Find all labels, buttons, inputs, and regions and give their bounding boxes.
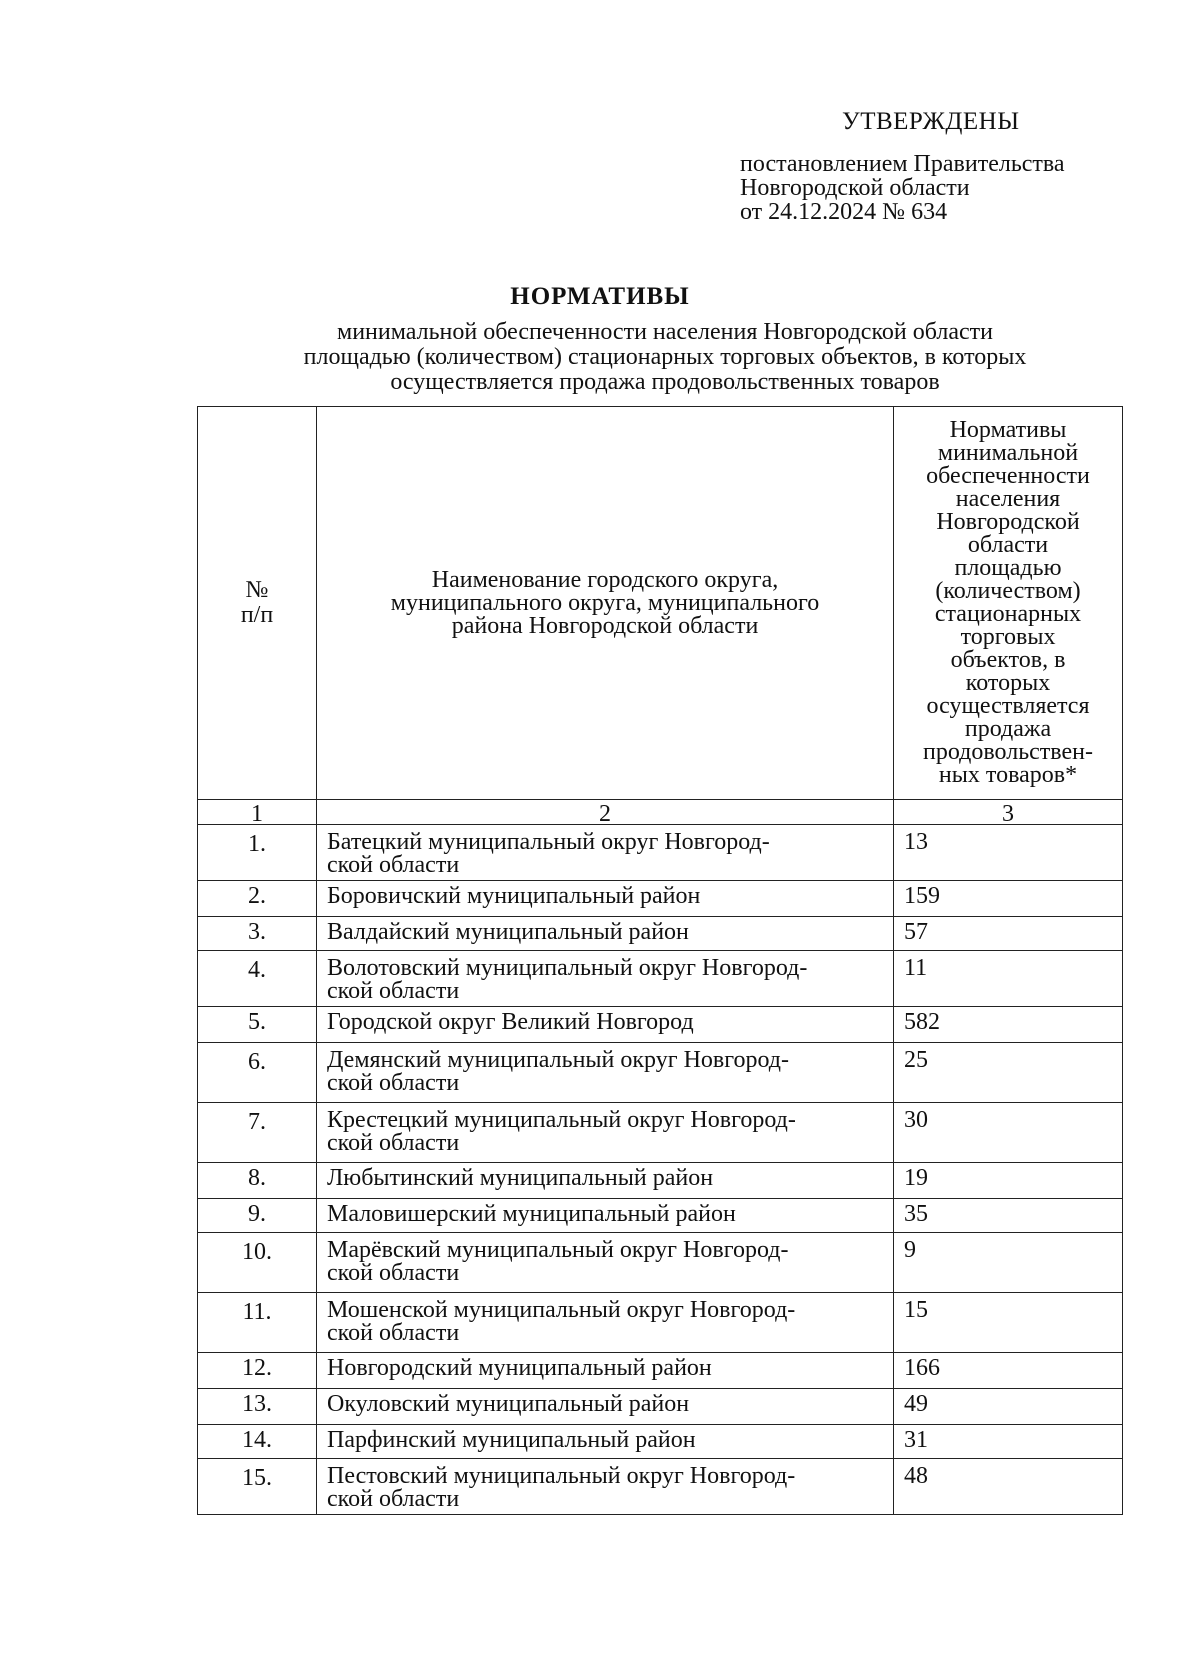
row-norm-value: 31: [894, 1425, 1123, 1459]
header-norm-line: минимальной: [937, 440, 1079, 466]
header-norm-line: области: [967, 532, 1049, 558]
row-district-name: [317, 825, 894, 881]
district-name-line: Валдайский муниципальный район: [327, 919, 689, 945]
table-row: [198, 1353, 1123, 1389]
row-district-name: [317, 951, 894, 1007]
row-district-name: [317, 1199, 894, 1233]
row-district-name: [317, 1103, 894, 1163]
district-name-line: Крестецкий муниципальный округ Новгород-: [327, 1107, 796, 1133]
row-district-name: [317, 1007, 894, 1043]
row-norm-value: 166: [894, 1353, 1123, 1389]
header-norm-line: ных товаров*: [938, 762, 1078, 788]
district-name-line: ской области: [327, 1070, 460, 1096]
table-row: [198, 1389, 1123, 1425]
row-number: 12.: [198, 1353, 317, 1389]
header-norm-line: осуществляется: [926, 693, 1090, 719]
row-district-name: [317, 1389, 894, 1425]
header-norm-cell: [894, 407, 1123, 800]
district-name-line: Боровичский муниципальный район: [327, 883, 701, 909]
header-norm-line: Нормативы: [949, 417, 1067, 443]
subtitle-line: минимальной обеспеченности населения Новгородской области: [337, 319, 993, 345]
district-name-line: ской области: [327, 1486, 460, 1512]
column-number: 2: [317, 800, 894, 825]
row-district-name: [317, 881, 894, 917]
table-row: [198, 951, 1123, 1007]
row-number: 4.: [198, 951, 317, 1007]
header-norm-line: стационарных: [934, 601, 1082, 627]
district-name-line: ской области: [327, 1260, 460, 1286]
row-district-name: [317, 1233, 894, 1293]
district-name-line: Городской округ Великий Новгород: [327, 1009, 694, 1035]
row-district-name: [317, 1043, 894, 1103]
district-name-line: Батецкий муниципальный округ Новгород-: [327, 829, 770, 855]
row-number: 3.: [198, 917, 317, 951]
row-district-name: [317, 1163, 894, 1199]
table-row: [198, 1459, 1123, 1515]
row-number: 14.: [198, 1425, 317, 1459]
row-district-name: [317, 1293, 894, 1353]
row-norm-value: 30: [894, 1103, 1123, 1163]
row-number: 11.: [198, 1293, 317, 1353]
district-name-line: Демянский муниципальный округ Новгород-: [327, 1047, 789, 1073]
district-name-line: Марёвский муниципальный округ Новгород-: [327, 1237, 789, 1263]
district-name-line: Окуловский муниципальный район: [327, 1391, 690, 1417]
header-name-cell: [317, 407, 894, 800]
header-norm-line: продовольствен-: [923, 739, 1093, 765]
row-district-name: [317, 1353, 894, 1389]
district-name-line: ской области: [327, 1320, 460, 1346]
district-name-line: Любытинский муниципальный район: [327, 1165, 714, 1191]
district-name-line: ской области: [327, 852, 460, 878]
row-number: 1.: [198, 825, 317, 881]
district-name-line: Новгородский муниципальный район: [327, 1355, 712, 1381]
district-name-line: Маловишерский муниципальный район: [327, 1201, 736, 1227]
district-name-line: Пестовский муниципальный округ Новгород-: [327, 1463, 796, 1489]
row-norm-value: 35: [894, 1199, 1123, 1233]
table-header-row: [198, 407, 1123, 800]
row-number: 6.: [198, 1043, 317, 1103]
table-row: [198, 1163, 1123, 1199]
table-row: [198, 1043, 1123, 1103]
header-norm-line: площадью: [954, 555, 1062, 581]
document-title: НОРМАТИВЫ: [510, 283, 690, 310]
row-norm-value: 15: [894, 1293, 1123, 1353]
header-name-line: Наименование городского округа,: [431, 566, 779, 593]
row-norm-value: 159: [894, 881, 1123, 917]
column-number: 3: [894, 800, 1123, 825]
header-number-cell: [198, 407, 317, 800]
table-row: [198, 1425, 1123, 1459]
row-norm-value: 9: [894, 1233, 1123, 1293]
approval-line-decree: постановлением Правительства: [740, 151, 1065, 177]
approval-line-date: от 24.12.2024 № 634: [740, 199, 948, 225]
table-row: [198, 1103, 1123, 1163]
subtitle-line: осуществляется продажа продовольственных товаров: [390, 369, 940, 395]
row-norm-value: 582: [894, 1007, 1123, 1043]
header-norm-line: продажа: [964, 716, 1052, 742]
column-number: 1: [198, 800, 317, 825]
table-row: [198, 1233, 1123, 1293]
header-norm-line: населения: [955, 486, 1061, 512]
approval-stamp: [740, 108, 1160, 224]
subtitle-line: площадью (количеством) стационарных торговых объектов, в которых: [303, 344, 1027, 370]
row-district-name: [317, 1459, 894, 1515]
row-number: 15.: [198, 1459, 317, 1515]
table-row: [198, 1199, 1123, 1233]
header-norm-line: которых: [965, 670, 1051, 696]
row-norm-value: 57: [894, 917, 1123, 951]
header-norm-line: Новгородской: [936, 509, 1080, 535]
district-name-line: Мошенской муниципальный округ Новгород-: [327, 1297, 796, 1323]
approval-line-region: Новгородской области: [740, 175, 970, 201]
header-norm-line: объектов, в: [950, 647, 1066, 673]
document-subtitle: [190, 320, 1140, 395]
row-norm-value: 25: [894, 1043, 1123, 1103]
row-number: 7.: [198, 1103, 317, 1163]
row-norm-value: 49: [894, 1389, 1123, 1425]
district-name-line: Волотовский муниципальный округ Новгород-: [327, 955, 808, 981]
row-district-name: [317, 917, 894, 951]
row-number: 9.: [198, 1199, 317, 1233]
row-number: 8.: [198, 1163, 317, 1199]
row-number: 13.: [198, 1389, 317, 1425]
row-norm-value: 19: [894, 1163, 1123, 1199]
table-row: [198, 881, 1123, 917]
table-row: [198, 1007, 1123, 1043]
header-norm-line: (количеством): [935, 578, 1081, 604]
row-norm-value: 48: [894, 1459, 1123, 1515]
header-number-label: п/п: [240, 602, 274, 628]
row-norm-value: 13: [894, 825, 1123, 881]
district-name-line: ской области: [327, 1130, 460, 1156]
row-norm-value: 11: [894, 951, 1123, 1007]
row-number: 10.: [198, 1233, 317, 1293]
row-number: 5.: [198, 1007, 317, 1043]
row-district-name: [317, 1425, 894, 1459]
header-norm-line: обеспеченности: [926, 463, 1090, 489]
row-number: 2.: [198, 881, 317, 917]
header-norm-line: торговых: [960, 624, 1056, 650]
header-name-line: района Новгородской области: [451, 612, 759, 639]
table-row: [198, 917, 1123, 951]
table-row: [198, 825, 1123, 881]
norms-table: [197, 406, 1123, 1515]
district-name-line: ской области: [327, 978, 460, 1004]
district-name-line: Парфинский муниципальный район: [327, 1427, 696, 1453]
header-name-line: муниципального округа, муниципального: [390, 589, 820, 616]
header-number-sign: №: [245, 577, 269, 603]
column-numbers-row: [198, 800, 1123, 825]
approval-title: УТВЕРЖДЕНЫ: [842, 108, 1020, 135]
table-row: [198, 1293, 1123, 1353]
